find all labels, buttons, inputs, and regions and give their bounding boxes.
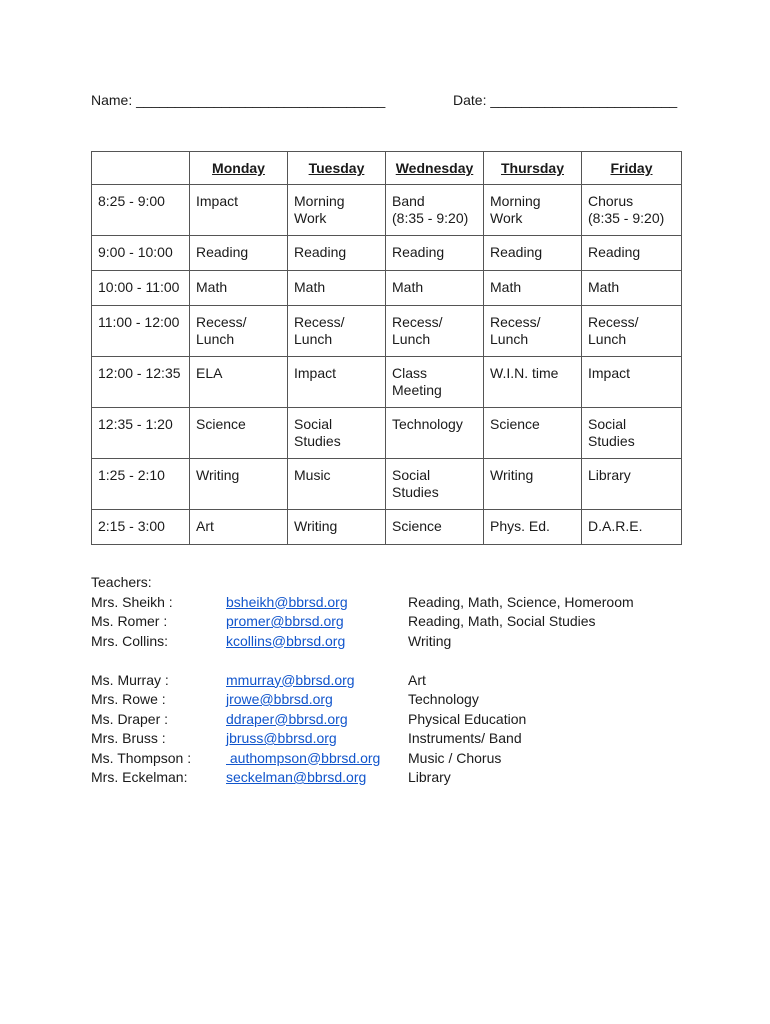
schedule-cell: Impact (288, 357, 386, 408)
table-row (92, 510, 682, 545)
table-row (92, 271, 682, 306)
day-header-monday: Monday (190, 152, 288, 185)
schedule-cell: Recess/ Lunch (582, 306, 682, 357)
teacher-subject: Art (408, 671, 426, 688)
time-slot: 8:25 - 9:00 (92, 185, 190, 236)
schedule-cell: Impact (582, 357, 682, 408)
schedule-cell: Reading (582, 236, 682, 271)
schedule-cell: Technology (386, 408, 484, 459)
teacher-email-link[interactable]: bsheikh@bbrsd.org (226, 593, 348, 610)
schedule-cell: Reading (288, 236, 386, 271)
schedule-cell: Recess/ Lunch (288, 306, 386, 357)
time-slot: 10:00 - 11:00 (92, 271, 190, 306)
table-row (92, 185, 682, 236)
schedule-cell: Recess/ Lunch (386, 306, 484, 357)
time-slot: 2:15 - 3:00 (92, 510, 190, 545)
schedule-cell: D.A.R.E. (582, 510, 682, 545)
schedule-table (91, 151, 682, 545)
teacher-name: Mrs. Eckelman: (91, 769, 188, 785)
date-field-line: Date: ________________________ (453, 92, 678, 108)
schedule-cell: ELA (190, 357, 288, 408)
day-header-friday: Friday (582, 152, 682, 185)
list-spacer (91, 651, 634, 671)
list-item (91, 768, 634, 788)
teacher-name: Mrs. Bruss : (91, 730, 166, 746)
teachers-list (91, 573, 634, 788)
teacher-subject: Technology (408, 691, 479, 707)
schedule-cell: Reading (484, 236, 582, 271)
teachers-heading: Teachers: (91, 574, 152, 590)
teacher-name: Ms. Thompson : (91, 749, 192, 766)
schedule-cell: Reading (190, 236, 288, 271)
schedule-cell: Social Studies (386, 459, 484, 510)
teacher-name: Ms. Romer : (91, 613, 168, 629)
teacher-name: Ms. Murray : (91, 671, 169, 688)
table-row (92, 357, 682, 408)
schedule-cell: Recess/ Lunch (190, 306, 288, 357)
schedule-cell: Reading (386, 236, 484, 271)
teacher-name: Ms. Draper : (91, 710, 169, 727)
schedule-cell: Impact (190, 185, 288, 236)
teacher-name: Mrs. Sheikh : (91, 593, 173, 610)
schedule-cell: Science (190, 408, 288, 459)
teacher-subject: Reading, Math, Social Studies (408, 613, 596, 629)
teacher-subject: Physical Education (408, 710, 527, 727)
list-item (91, 690, 634, 710)
teacher-name: Mrs. Rowe : (91, 691, 166, 707)
time-slot: 12:00 - 12:35 (92, 357, 190, 408)
time-slot: 9:00 - 10:00 (92, 236, 190, 271)
teacher-subject: Library (408, 769, 451, 785)
day-header-wednesday: Wednesday (386, 152, 484, 185)
table-row (92, 306, 682, 357)
schedule-cell: Band (8:35 - 9:20) (386, 185, 484, 236)
time-slot: 11:00 - 12:00 (92, 306, 190, 357)
teacher-name: Mrs. Collins: (91, 632, 169, 649)
day-header-thursday: Thursday (484, 152, 582, 185)
teacher-email-link[interactable]: jbruss@bbrsd.org (226, 730, 337, 746)
schedule-cell: Math (484, 271, 582, 306)
schedule-cell: Morning Work (288, 185, 386, 236)
schedule-cell: Class Meeting (386, 357, 484, 408)
teacher-subject: Writing (408, 632, 452, 649)
table-row (92, 459, 682, 510)
day-header-tuesday: Tuesday (288, 152, 386, 185)
time-slot: 1:25 - 2:10 (92, 459, 190, 510)
teacher-email-link[interactable]: ddraper@bbrsd.org (226, 710, 348, 727)
schedule-cell: Writing (484, 459, 582, 510)
schedule-cell: Science (484, 408, 582, 459)
time-slot: 12:35 - 1:20 (92, 408, 190, 459)
list-item (91, 729, 634, 749)
schedule-cell: W.I.N. time (484, 357, 582, 408)
schedule-cell: Library (582, 459, 682, 510)
teacher-subject: Music / Chorus (408, 749, 502, 766)
schedule-cell: Social Studies (582, 408, 682, 459)
table-row (92, 408, 682, 459)
teacher-email-link[interactable]: mmurray@bbrsd.org (226, 671, 355, 688)
list-item (91, 593, 634, 613)
schedule-cell: Phys. Ed. (484, 510, 582, 545)
schedule-header-row (92, 152, 682, 185)
schedule-cell: Science (386, 510, 484, 545)
list-item (91, 612, 634, 632)
schedule-cell: Art (190, 510, 288, 545)
schedule-cell: Recess/ Lunch (484, 306, 582, 357)
schedule-cell: Math (288, 271, 386, 306)
list-item (91, 710, 634, 730)
schedule-cell: Writing (190, 459, 288, 510)
schedule-cell: Morning Work (484, 185, 582, 236)
name-field-line: Name: ________________________________ (91, 92, 386, 108)
time-header-cell (92, 152, 190, 185)
schedule-cell: Writing (288, 510, 386, 545)
schedule-cell: Math (190, 271, 288, 306)
teacher-email-link[interactable]: authompson@bbrsd.org (226, 749, 381, 766)
schedule-cell: Social Studies (288, 408, 386, 459)
teacher-subject: Instruments/ Band (408, 730, 522, 746)
list-item (91, 632, 634, 652)
teacher-email-link[interactable]: jrowe@bbrsd.org (226, 691, 333, 707)
list-item (91, 671, 634, 691)
teacher-subject: Reading, Math, Science, Homeroom (408, 593, 634, 610)
teacher-email-link[interactable]: promer@bbrsd.org (226, 613, 344, 629)
schedule-cell: Math (582, 271, 682, 306)
table-row (92, 236, 682, 271)
list-item (91, 749, 634, 769)
schedule-cell: Music (288, 459, 386, 510)
schedule-cell: Math (386, 271, 484, 306)
schedule-cell: Chorus (8:35 - 9:20) (582, 185, 682, 236)
teacher-email-link[interactable]: kcollins@bbrsd.org (226, 632, 346, 649)
teacher-email-link[interactable]: seckelman@bbrsd.org (226, 769, 367, 785)
